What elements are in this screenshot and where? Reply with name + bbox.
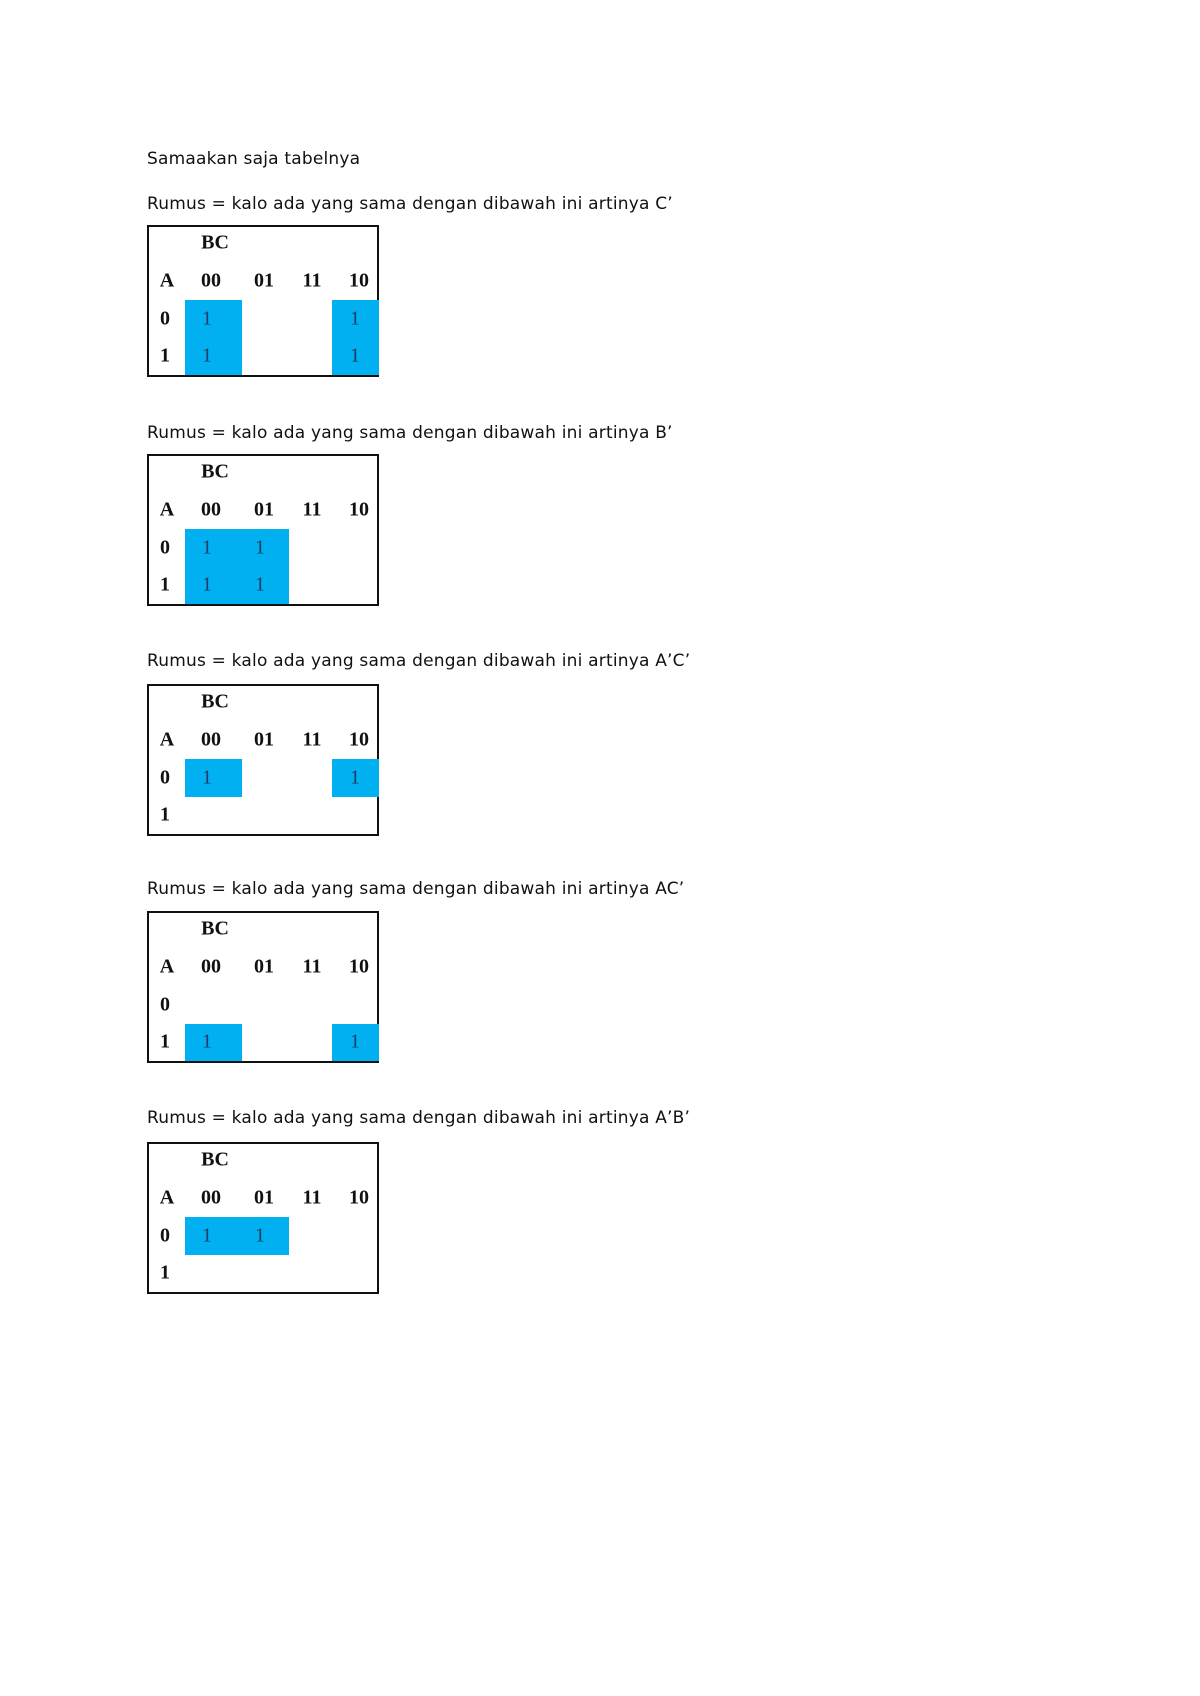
col-variable-label: BC [201,231,229,254]
formula-text-5: Rumus = kalo ada yang sama dengan dibawah ini artinya A’B’ [147,1108,691,1128]
col-header: 00 [201,269,221,292]
col-variable-label: BC [201,917,229,940]
karnaugh-map-5 [147,1142,379,1294]
col-header: 00 [201,955,221,978]
karnaugh-map-4 [147,911,379,1063]
col-variable-label: BC [201,460,229,483]
row-header: 0 [160,993,170,1016]
karnaugh-map-2 [147,454,379,606]
cell-value: 1 [202,766,212,789]
col-header: 10 [349,728,369,751]
row-header: 1 [160,344,170,367]
highlight-cell [185,338,242,375]
cell-value: 1 [255,1224,265,1247]
intro-text: Samaakan saja tabelnya [147,149,361,169]
col-header: 00 [201,728,221,751]
row-variable-label: A [159,269,175,292]
cell-value: 1 [350,344,360,367]
cell-value: 1 [255,573,265,596]
cell-value: 1 [350,766,360,789]
formula-text-3: Rumus = kalo ada yang sama dengan dibawah ini artinya A’C’ [147,651,691,671]
highlight-cell [242,1217,289,1255]
highlight-cell [185,759,242,797]
cell-value: 1 [202,573,212,596]
highlight-cell [242,567,289,604]
row-variable-label: A [159,955,175,978]
col-header: 11 [302,728,322,751]
col-header: 11 [302,1186,322,1209]
cell-value: 1 [350,1030,360,1053]
karnaugh-map-3 [147,684,379,836]
row-header: 0 [160,766,170,789]
cell-value: 1 [255,536,265,559]
row-header: 0 [160,536,170,559]
highlight-cell [185,1024,242,1061]
col-header: 01 [254,728,274,751]
row-header: 0 [160,1224,170,1247]
col-header: 10 [349,269,369,292]
row-header: 0 [160,307,170,330]
col-header: 01 [254,498,274,521]
row-variable-label: A [159,498,175,521]
col-header: 01 [254,1186,274,1209]
row-header: 1 [160,803,170,826]
col-header: 11 [302,498,322,521]
col-header: 00 [201,498,221,521]
highlight-cell [185,529,242,567]
formula-text-1: Rumus = kalo ada yang sama dengan dibawah ini artinya C’ [147,194,673,214]
col-header: 10 [349,955,369,978]
highlight-cell [185,1217,242,1255]
cell-value: 1 [350,307,360,330]
row-variable-label: A [159,1186,175,1209]
row-header: 1 [160,573,170,596]
cell-value: 1 [202,1224,212,1247]
highlight-cell [185,300,242,338]
cell-value: 1 [202,1030,212,1053]
cell-value: 1 [202,536,212,559]
row-header: 1 [160,1030,170,1053]
col-header: 01 [254,955,274,978]
cell-value: 1 [202,344,212,367]
col-variable-label: BC [201,690,229,713]
cell-value: 1 [202,307,212,330]
row-variable-label: A [159,728,175,751]
highlight-cell [242,529,289,567]
col-header: 10 [349,1186,369,1209]
col-variable-label: BC [201,1148,229,1171]
col-header: 00 [201,1186,221,1209]
col-header: 10 [349,498,369,521]
karnaugh-map-1 [147,225,379,377]
row-header: 1 [160,1261,170,1284]
formula-text-4: Rumus = kalo ada yang sama dengan dibawah ini artinya AC’ [147,879,685,899]
col-header: 11 [302,955,322,978]
highlight-cell [185,567,242,604]
formula-text-2: Rumus = kalo ada yang sama dengan dibawah ini artinya B’ [147,423,673,443]
col-header: 11 [302,269,322,292]
col-header: 01 [254,269,274,292]
